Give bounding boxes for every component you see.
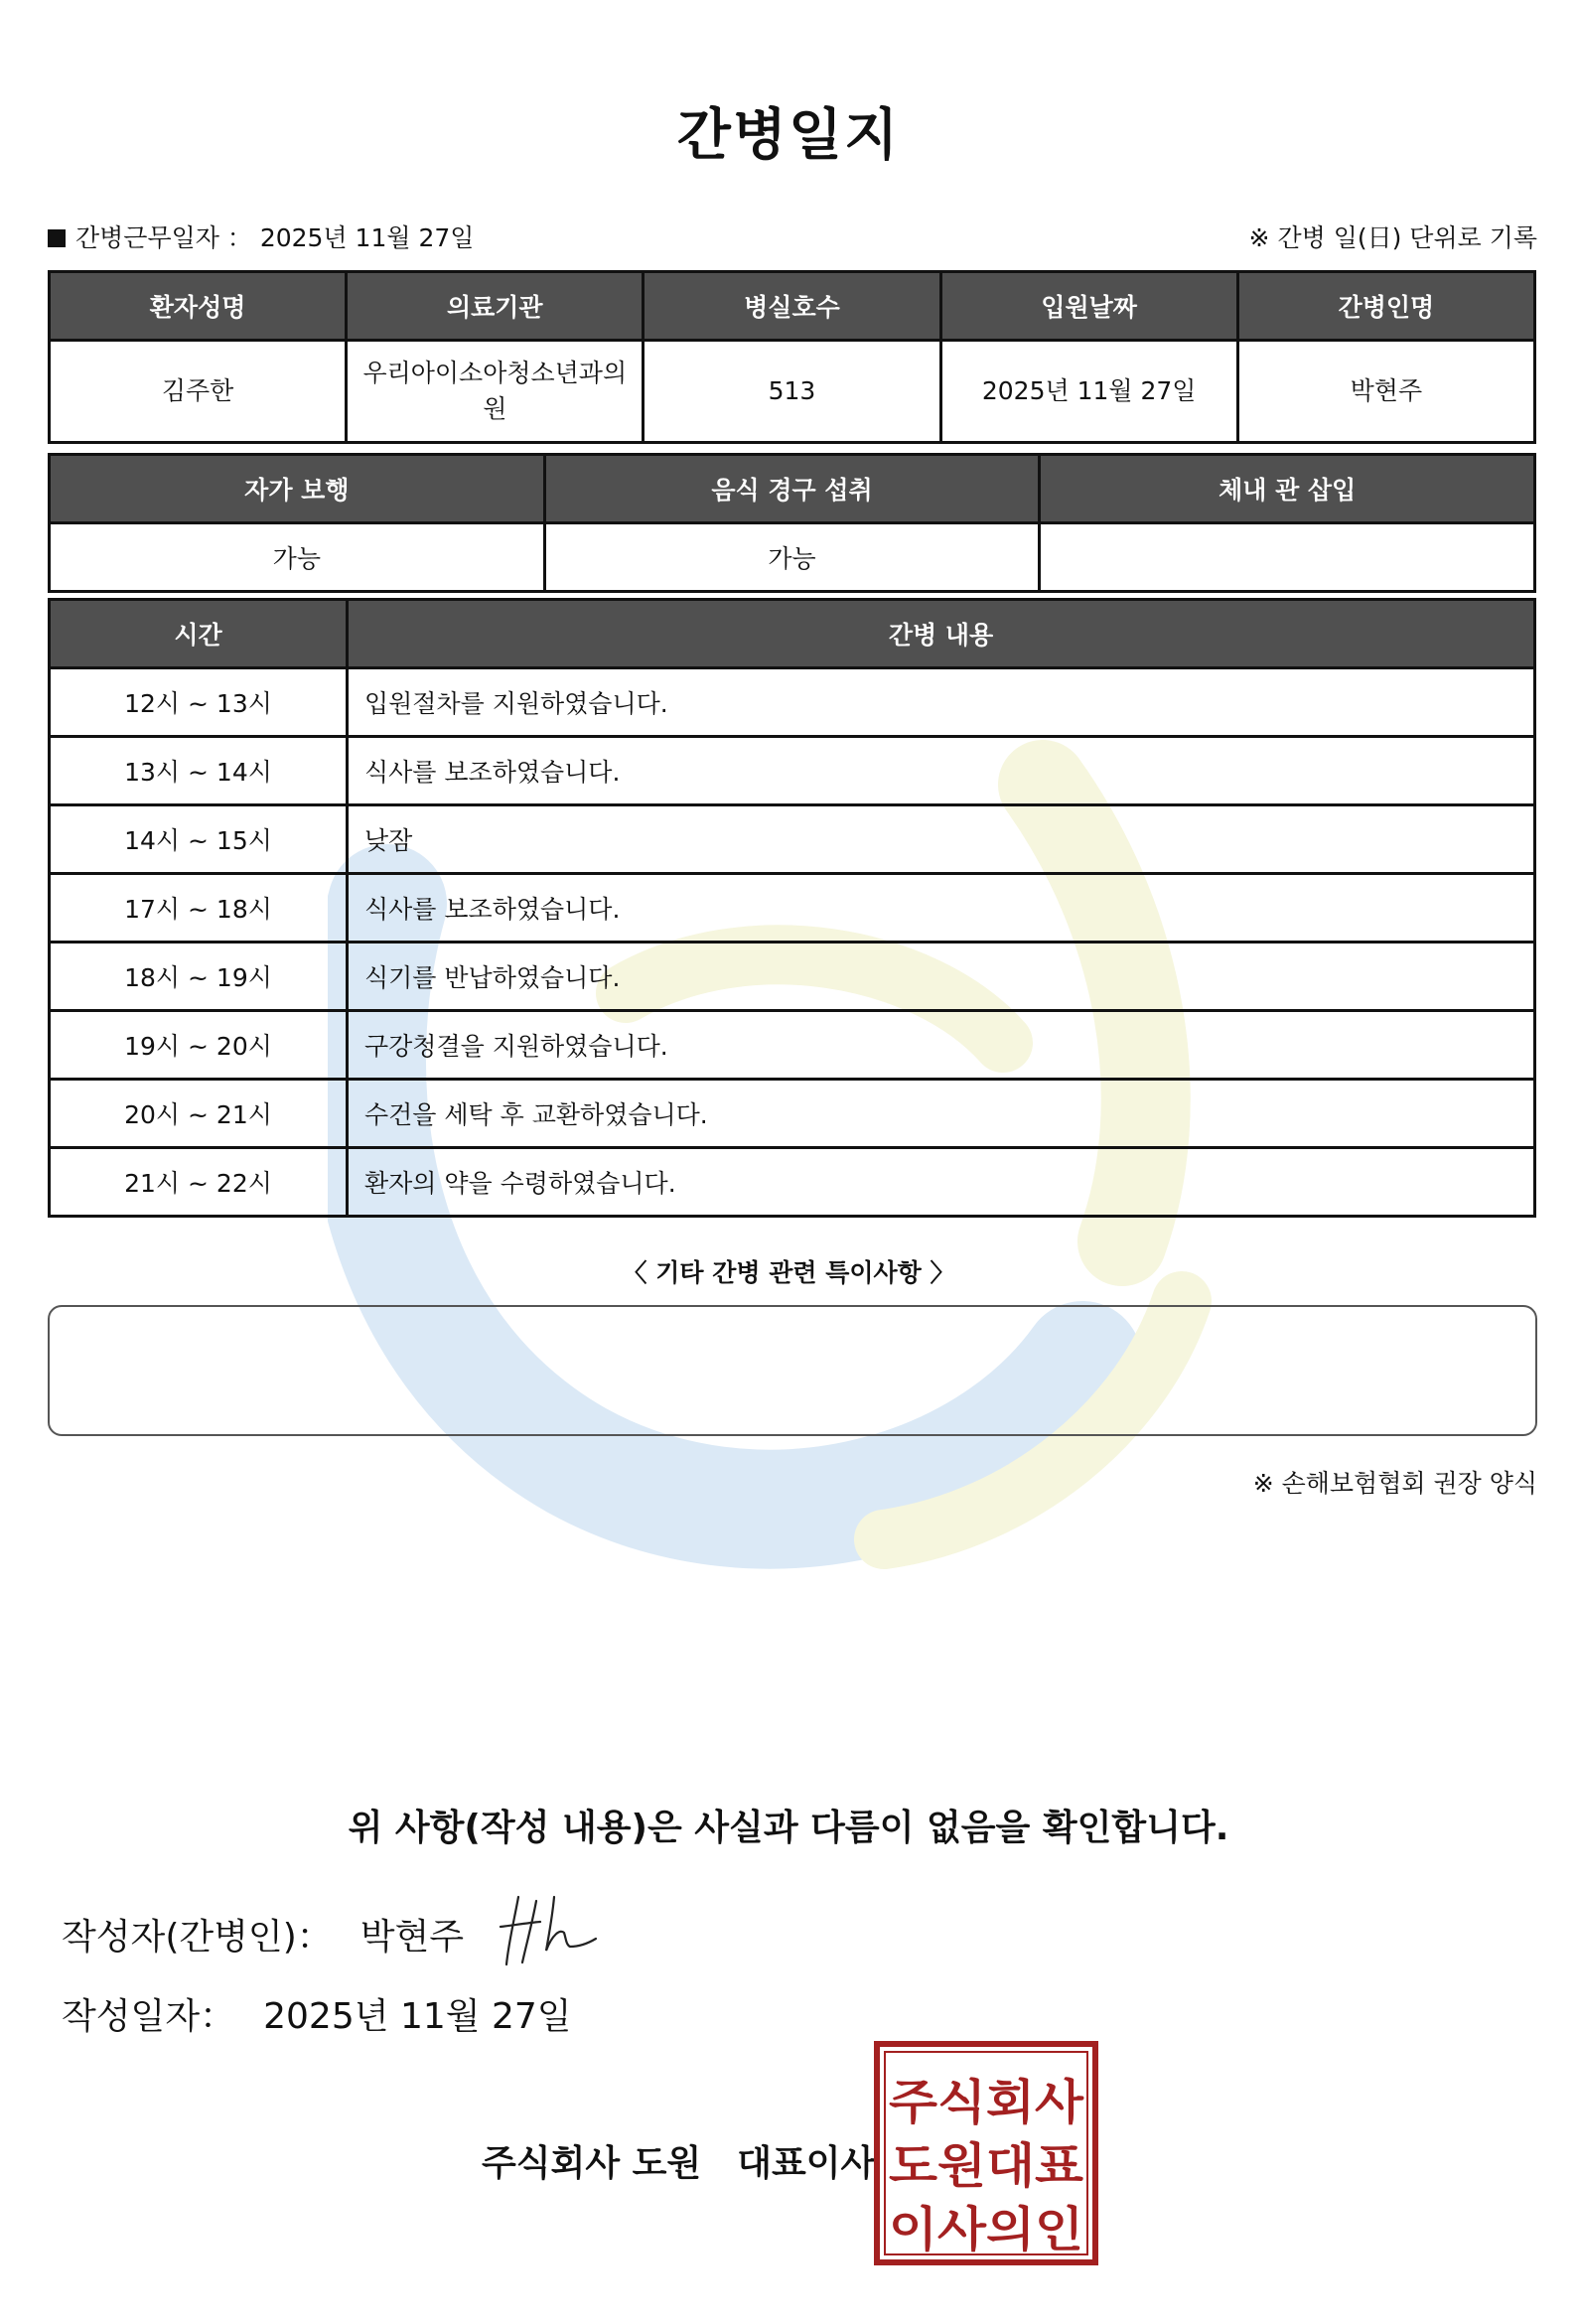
table-row xyxy=(50,1148,1535,1217)
square-bullet-icon xyxy=(48,229,66,247)
care-log-header-row xyxy=(50,600,1535,668)
header-admission-date: 입원날짜 xyxy=(940,272,1237,341)
care-time: 21시 ~ 22시 xyxy=(50,1148,348,1217)
writer-name: 박현주 xyxy=(359,1917,465,1958)
write-date-label: 작성일자： xyxy=(62,1996,236,2037)
company-line xyxy=(482,2135,875,2186)
company-ceo-title: 대표이사 xyxy=(737,2143,876,2184)
care-content: 식기를 반납하였습니다. xyxy=(348,943,1535,1011)
company-name: 주식회사 도원 xyxy=(482,2143,702,2184)
patient-info-table xyxy=(48,270,1536,444)
header-caregiver: 간병인명 xyxy=(1237,272,1534,341)
care-time: 17시 ~ 18시 xyxy=(50,874,348,943)
status-value-row xyxy=(50,523,1535,592)
work-date-label: 간병근무일자 ： xyxy=(75,223,252,252)
care-content: 수건을 세탁 후 교환하였습니다. xyxy=(348,1080,1535,1148)
room-number: 513 xyxy=(644,341,940,443)
walking-value: 가능 xyxy=(50,523,545,592)
care-time: 14시 ~ 15시 xyxy=(50,805,348,874)
signature xyxy=(497,1889,606,1968)
work-date-value: 2025년 11월 27일 xyxy=(259,223,475,252)
confirm-statement: 위 사항(작성 내용)은 사실과 다름이 없음을 확인합니다. xyxy=(348,1808,1229,1848)
care-content: 식사를 보조하였습니다. xyxy=(348,874,1535,943)
patient-header-row xyxy=(50,272,1535,341)
caregiver-name: 박현주 xyxy=(1237,341,1534,443)
tube-value xyxy=(1040,523,1535,592)
seal-line: 이사의인 xyxy=(889,2202,1083,2257)
write-date-value: 2025년 11월 27일 xyxy=(263,1996,572,2037)
care-time: 19시 ~ 20시 xyxy=(50,1011,348,1080)
status-header-row xyxy=(50,455,1535,523)
care-content: 입원절차를 지원하였습니다. xyxy=(348,668,1535,737)
header-patient-name: 환자성명 xyxy=(50,272,347,341)
care-content: 환자의 약을 수령하였습니다. xyxy=(348,1148,1535,1217)
table-row xyxy=(50,668,1535,737)
patient-name: 김주한 xyxy=(50,341,347,443)
table-row xyxy=(50,874,1535,943)
institution: 우리아이소아청소년과의원 xyxy=(347,341,644,443)
care-content: 구강청결을 지원하였습니다. xyxy=(348,1011,1535,1080)
care-content: 식사를 보조하였습니다. xyxy=(348,737,1535,805)
seal-line: 도원대표 xyxy=(889,2138,1084,2194)
table-row xyxy=(50,737,1535,805)
recommend-note: ※ 손해보험협회 권장 양식 xyxy=(1252,1469,1537,1498)
header-walking: 자가 보행 xyxy=(50,455,545,523)
header-oral-intake: 음식 경구 섭취 xyxy=(544,455,1040,523)
admission-date: 2025년 11월 27일 xyxy=(940,341,1237,443)
work-date xyxy=(48,218,474,254)
oral-intake-value: 가능 xyxy=(544,523,1040,592)
header-room: 병실호수 xyxy=(644,272,940,341)
table-row xyxy=(50,943,1535,1011)
patient-value-row xyxy=(50,341,1535,443)
care-time: 13시 ~ 14시 xyxy=(50,737,348,805)
page-title: 간병일지 xyxy=(676,103,901,168)
care-time: 20시 ~ 21시 xyxy=(50,1080,348,1148)
remarks-box xyxy=(48,1305,1537,1436)
header-time: 시간 xyxy=(50,600,348,668)
write-date-line xyxy=(62,1988,572,2039)
table-row xyxy=(50,1011,1535,1080)
care-content: 낮잠 xyxy=(348,805,1535,874)
header-tube: 체내 관 삽입 xyxy=(1040,455,1535,523)
care-time: 18시 ~ 19시 xyxy=(50,943,348,1011)
remarks-title: 〈 기타 간병 관련 특이사항 〉 xyxy=(622,1258,955,1287)
writer-label: 작성자(간병인)： xyxy=(62,1917,333,1958)
care-log-table xyxy=(48,598,1536,1218)
header-care-content: 간병 내용 xyxy=(348,600,1535,668)
writer-line xyxy=(62,1909,464,1960)
seal-line: 주식회사 xyxy=(889,2075,1084,2130)
care-time: 12시 ~ 13시 xyxy=(50,668,348,737)
record-note: ※ 간병 일(日) 단위로 기록 xyxy=(1248,223,1537,252)
status-table xyxy=(48,453,1536,593)
table-row xyxy=(50,1080,1535,1148)
table-row xyxy=(50,805,1535,874)
company-seal xyxy=(874,2041,1098,2265)
header-institution: 의료기관 xyxy=(347,272,644,341)
